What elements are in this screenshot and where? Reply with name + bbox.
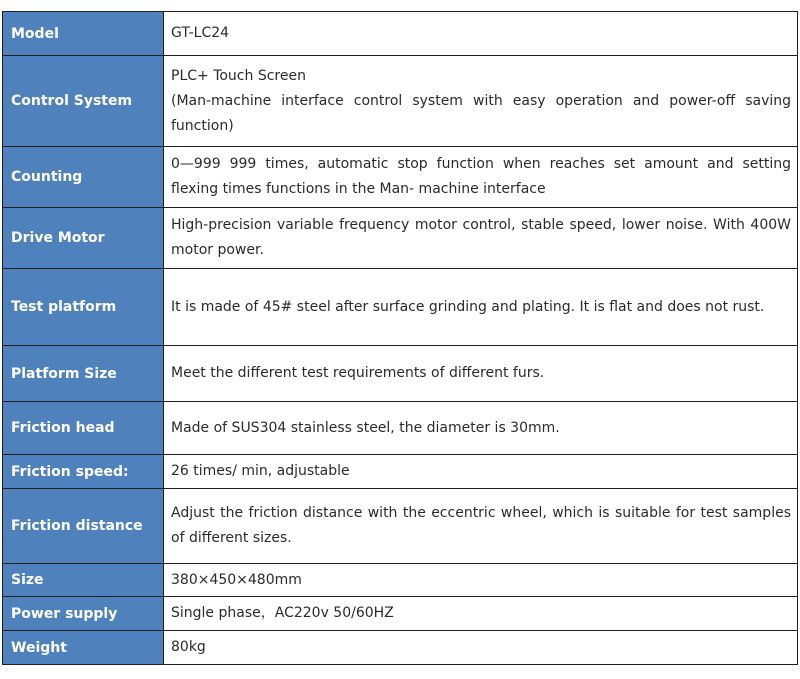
spec-label: Model (3, 12, 164, 56)
spec-label: Weight (3, 631, 164, 665)
spec-row-power-supply (3, 597, 798, 631)
spec-label: Counting (3, 147, 164, 208)
spec-value (164, 489, 798, 564)
spec-value-line: Made of SUS304 stainless steel, the diameter is 30mm. (171, 419, 560, 436)
spec-value-line: 26 times/ min, adjustable (171, 463, 350, 479)
spec-value-line: Meet the different test requirements of different furs. (171, 365, 545, 381)
spec-value (164, 564, 798, 597)
spec-value (164, 208, 798, 269)
spec-row-model (3, 12, 798, 56)
spec-label: Platform Size (3, 346, 164, 402)
spec-row-friction-distance (3, 489, 798, 564)
spec-row-test-platform (3, 269, 798, 346)
spec-row-drive-motor (3, 208, 798, 269)
spec-label: Control System (3, 56, 164, 147)
spec-value (164, 147, 798, 208)
spec-row-weight (3, 631, 798, 665)
spec-row-control-system (3, 56, 798, 147)
spec-label: Drive Motor (3, 208, 164, 269)
spec-value-line: High-precision variable frequency motor control, stable speed, lower noise. With 400W motor power. (171, 217, 791, 258)
spec-row-size (3, 564, 798, 597)
spec-value (164, 346, 798, 402)
spec-label: Power supply (3, 597, 164, 631)
spec-value-line: Single phase，AC220v 50/60HZ (171, 605, 394, 621)
spec-value (164, 631, 798, 665)
spec-value-line: It is made of 45# steel after surface grinding and plating. It is flat and does not rust. (171, 298, 765, 315)
spec-label: Friction speed: (3, 455, 164, 489)
spec-value (164, 56, 798, 147)
spec-value-line: 380×450×480mm (171, 571, 302, 588)
spec-value (164, 402, 798, 455)
spec-value-line: GT-LC24 (171, 25, 230, 41)
spec-row-friction-speed (3, 455, 798, 489)
spec-label: Friction distance (3, 489, 164, 564)
spec-value-line: Adjust the friction distance with the eccentric wheel, which is suitable for test samples of different sizes. (171, 505, 791, 546)
spec-row-counting (3, 147, 798, 208)
spec-value (164, 12, 798, 56)
spec-value-line: 0—999 999 times, automatic stop function when reaches set amount and setting flexing times functions in the Man- machine interface (171, 156, 791, 197)
spec-row-friction-head (3, 402, 798, 455)
spec-value (164, 597, 798, 631)
spec-value-line: PLC+ Touch Screen (171, 67, 306, 84)
spec-label: Friction head (3, 402, 164, 455)
spec-value (164, 455, 798, 489)
spec-value-line: (Man-machine interface control system with easy operation and power-off saving function) (171, 92, 791, 134)
spec-label: Test platform (3, 269, 164, 346)
spec-value-line: 80kg (171, 639, 206, 655)
spec-table (2, 11, 798, 665)
spec-value (164, 269, 798, 346)
spec-row-platform-size (3, 346, 798, 402)
spec-label: Size (3, 564, 164, 597)
